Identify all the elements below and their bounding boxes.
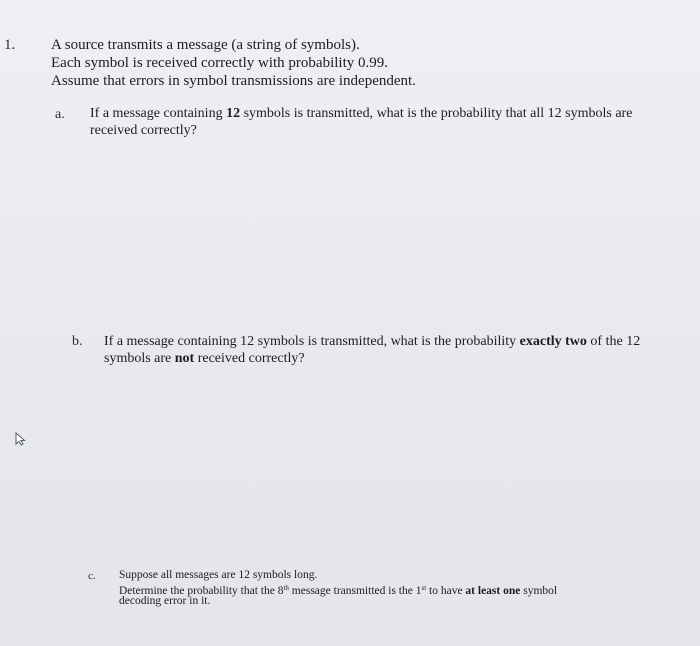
- part-b-text-bold: exactly two: [519, 334, 587, 349]
- part-b-text-pre: If a message containing 12 symbols is transmitted, what is the probability: [104, 334, 520, 349]
- part-a-line-2: received correctly?: [90, 123, 197, 138]
- part-a-text-pre: If a message containing: [90, 106, 227, 121]
- intro-line-2: Each symbol is received correctly with probability 0.99.: [51, 55, 388, 71]
- part-c-sup-st: st: [421, 584, 427, 592]
- intro-line-3: Assume that errors in symbol transmissions are independent.: [51, 73, 416, 89]
- part-a-label: a.: [55, 107, 65, 122]
- part-a-text-post: symbols is transmitted, what is the probability that all 12 symbols are: [240, 106, 633, 121]
- part-c-text-c: to have: [426, 585, 466, 597]
- part-b-label: b.: [72, 334, 83, 349]
- part-c-text-d: symbol: [520, 585, 558, 597]
- part-b-text-post: of the 12: [586, 334, 641, 349]
- part-c-text-a: Determine the probability that the 8: [119, 585, 284, 597]
- part-c-label: c.: [88, 570, 96, 582]
- part-c-line-1: Suppose all messages are 12 symbols long.: [119, 569, 318, 581]
- part-c-text-bold: at least one: [465, 585, 521, 597]
- part-b-line-1: [104, 333, 640, 350]
- part-c-line-3: decoding error in it.: [119, 595, 211, 607]
- part-c-text-b: message transmitted is the 1: [288, 585, 422, 597]
- question-number: 1.: [4, 37, 16, 53]
- part-c-sup-th: th: [283, 584, 289, 592]
- part-a-text-bold: 12: [226, 106, 241, 121]
- part-b-line2-bold: not: [174, 351, 195, 366]
- part-b-line2-post: received correctly?: [194, 351, 305, 366]
- part-a-line-1: [90, 105, 632, 122]
- mouse-pointer-icon: [14, 432, 28, 446]
- intro-line-1: A source transmits a message (a string of symbols).: [51, 37, 360, 53]
- part-b-line-2: [104, 350, 305, 367]
- part-b-line2-pre: symbols are: [104, 351, 175, 366]
